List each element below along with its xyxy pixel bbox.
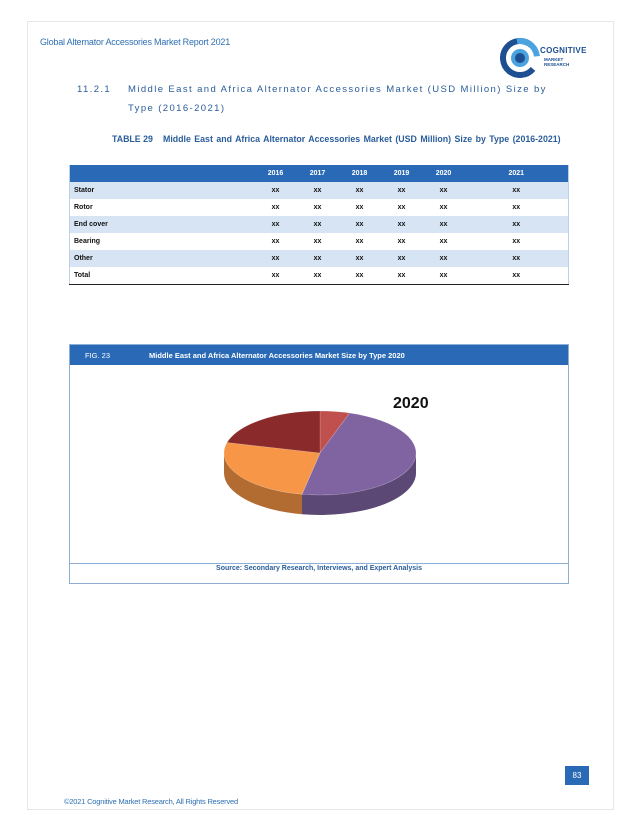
row-label: Total (70, 267, 255, 285)
table-row (70, 216, 569, 233)
table-cell: xx (439, 204, 448, 211)
table-caption-text: Middle East and Africa Alternator Accessories Market (USD Million) Size by Type (2016-2021) (163, 134, 561, 144)
table-cell: xx (297, 182, 339, 199)
table-header-cell: 2019 (381, 165, 423, 182)
table-cell: xx (355, 204, 364, 211)
table-row-total (70, 267, 569, 285)
table-header-cell: 2020 (423, 165, 465, 182)
table-cell: xx (255, 216, 297, 233)
section-title: Middle East and Africa Alternator Accessories Market (USD Million) Size by Type (2016-2021) (128, 84, 547, 114)
table-cell: xx (339, 267, 381, 285)
table-header-cell: 2016 (255, 165, 297, 182)
table-cell: xx (339, 250, 381, 267)
chart-title: 2020 (393, 395, 429, 412)
table-cell: xx (313, 238, 322, 245)
section-heading (77, 80, 567, 114)
table-cell: xx (355, 238, 364, 245)
table-cell: xx (439, 238, 448, 245)
table-cell: xx (339, 182, 381, 199)
table-cell: xx (397, 238, 406, 245)
row-label: Rotor (74, 204, 93, 211)
row-label: End cover (70, 216, 255, 233)
table-cell: xx (381, 267, 423, 285)
table-cell: xx (381, 182, 423, 199)
page-number: 83 (565, 766, 589, 785)
table-cell: xx (271, 238, 280, 245)
table-cell: xx (313, 204, 322, 211)
table-cell: xx (465, 216, 569, 233)
logo-text-sub (544, 57, 569, 67)
logo-sub-line2: RESEARCH (544, 62, 570, 67)
table-row (70, 233, 569, 250)
logo-text-main: COGNITIVE (540, 46, 587, 55)
report-header-title: Global Alternator Accessories Market Report 2021 (40, 37, 230, 47)
table-cell: xx (512, 204, 521, 211)
table-header-row (70, 165, 569, 182)
table-cell: xx (297, 267, 339, 285)
table-cell: xx (271, 204, 280, 211)
table-row (70, 250, 569, 267)
section-number: 11.2.1 (77, 84, 112, 95)
row-label: Bearing (74, 238, 101, 245)
table-cell: xx (423, 250, 465, 267)
table-cell: xx (423, 267, 465, 285)
figure-source: Source: Secondary Research, Interviews, and Expert Analysis (216, 565, 422, 572)
logo-sub-line1: MARKET (544, 57, 564, 62)
table-cell: xx (512, 238, 521, 245)
company-logo (500, 38, 587, 78)
market-size-table (69, 165, 569, 285)
table-header-cell: 2021 (465, 165, 569, 182)
table-cell: xx (297, 250, 339, 267)
figure-box (69, 344, 569, 584)
table-cell: xx (255, 250, 297, 267)
table-cell: xx (255, 267, 297, 285)
table-cell: xx (381, 250, 423, 267)
table-header-cell: 2018 (339, 165, 381, 182)
table-cell: xx (423, 216, 465, 233)
table-cell: xx (381, 216, 423, 233)
table-cell: xx (465, 267, 569, 285)
table-row (70, 182, 569, 199)
row-label: Stator (70, 182, 255, 199)
figure-chart-area (70, 365, 568, 564)
figure-title: Middle East and Africa Alternator Accessories Market Size by Type 2020 (149, 351, 405, 360)
table-row (70, 199, 569, 216)
figure-header (70, 345, 568, 365)
table-cell: xx (465, 250, 569, 267)
pie-chart (70, 365, 568, 563)
table-cell: xx (255, 182, 297, 199)
row-label: Other (70, 250, 255, 267)
table-header-cell (70, 165, 255, 182)
table-cell: xx (423, 182, 465, 199)
table-cell: xx (339, 216, 381, 233)
table-cell: xx (397, 204, 406, 211)
table-caption-label: TABLE 29 (112, 134, 153, 144)
table-cell: xx (465, 182, 569, 199)
figure-label: FIG. 23 (85, 351, 111, 360)
table-header-cell: 2017 (297, 165, 339, 182)
table-cell: xx (297, 216, 339, 233)
footer-copyright: ©2021 Cognitive Market Research, All Rights Reserved (64, 797, 238, 806)
